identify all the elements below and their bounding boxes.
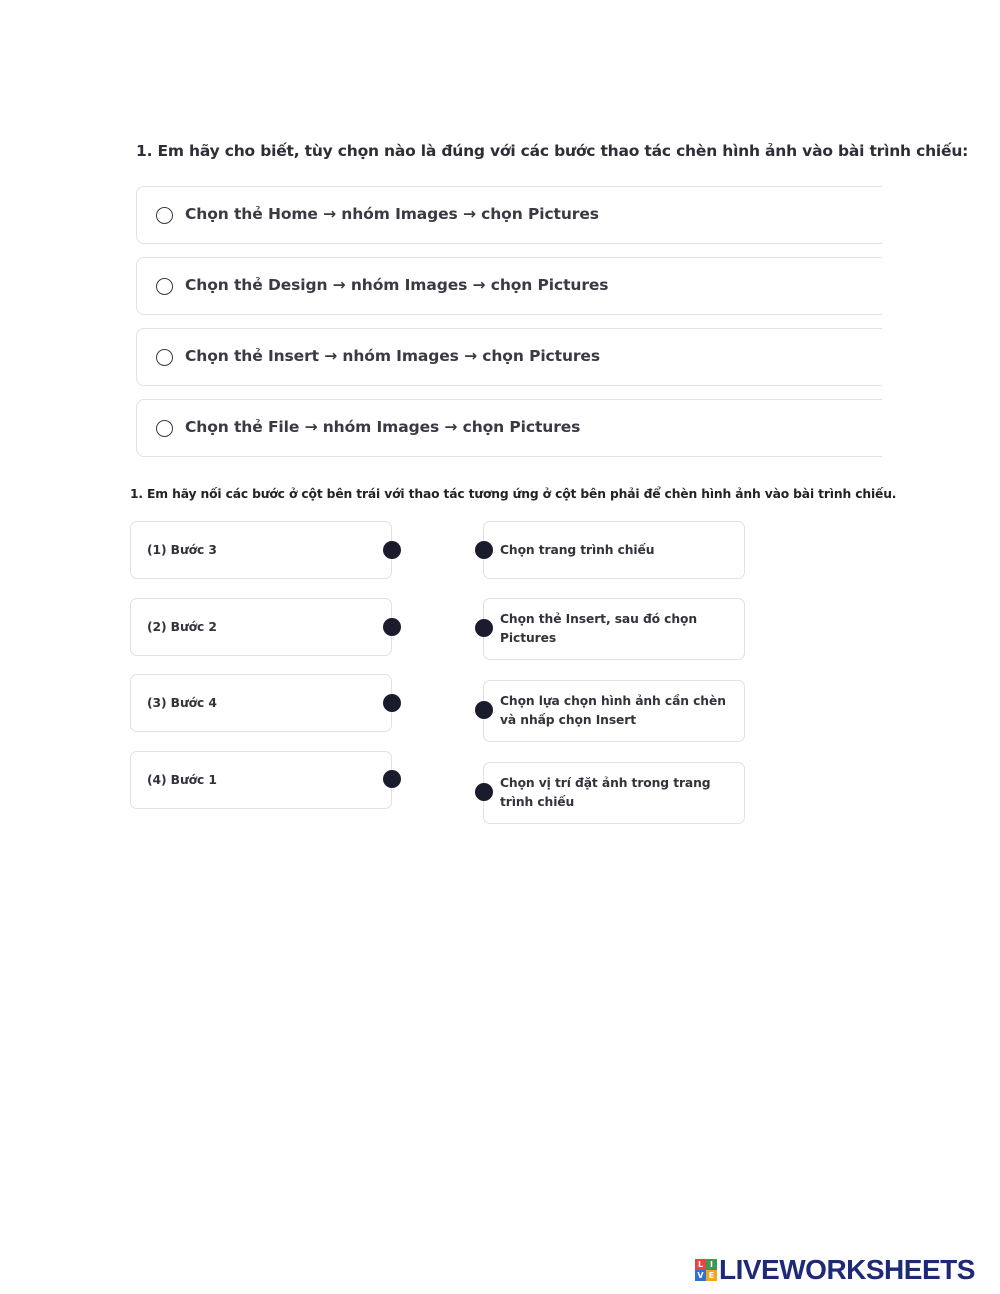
option-design[interactable] xyxy=(136,257,882,315)
question-2-title: 1. Em hãy nối các bước ở cột bên trái với thao tác tương ứng ở cột bên phải để chèn hình ảnh vào bài trình chiếu. xyxy=(130,487,897,501)
match-left-item[interactable] xyxy=(130,598,392,656)
option-home[interactable] xyxy=(136,186,882,244)
logo-mark-letter: I xyxy=(706,1259,717,1270)
match-left-label: (4) Bước 1 xyxy=(147,773,217,787)
match-left-item[interactable] xyxy=(130,521,392,579)
radio-button[interactable] xyxy=(156,278,173,295)
option-label: Chọn thẻ Design → nhóm Images → chọn Pictures xyxy=(185,276,609,294)
radio-button[interactable] xyxy=(156,207,173,224)
left-connector-dot[interactable] xyxy=(383,541,401,559)
match-left-label: (3) Bước 4 xyxy=(147,696,217,710)
right-connector-dot[interactable] xyxy=(475,783,493,801)
option-file[interactable] xyxy=(136,399,882,457)
liveworksheets-logo xyxy=(695,1255,975,1285)
option-label: Chọn thẻ Home → nhóm Images → chọn Pictures xyxy=(185,205,599,223)
match-right-label: Chọn lựa chọn hình ảnh cần chèn và nhấp chọn Insert xyxy=(500,694,726,727)
logo-mark-icon xyxy=(695,1259,717,1281)
logo-mark-letter: V xyxy=(695,1270,706,1281)
match-right-item[interactable] xyxy=(483,680,745,742)
match-right-item[interactable] xyxy=(483,598,745,660)
right-connector-dot[interactable] xyxy=(475,701,493,719)
question-1-options xyxy=(0,0,882,470)
option-label: Chọn thẻ Insert → nhóm Images → chọn Pictures xyxy=(185,347,600,365)
logo-mark-letter: L xyxy=(695,1259,706,1270)
question-1-title: 1. Em hãy cho biết, tùy chọn nào là đúng với các bước thao tác chèn hình ảnh vào bài trình chiếu: xyxy=(136,142,969,160)
match-right-label: Chọn vị trí đặt ảnh trong trang trình chiếu xyxy=(500,776,711,809)
radio-button[interactable] xyxy=(156,420,173,437)
left-connector-dot[interactable] xyxy=(383,618,401,636)
logo-text: LIVEWORKSHEETS xyxy=(719,1254,975,1285)
match-left-item[interactable] xyxy=(130,751,392,809)
left-connector-dot[interactable] xyxy=(383,770,401,788)
option-insert[interactable] xyxy=(136,328,882,386)
left-connector-dot[interactable] xyxy=(383,694,401,712)
match-left-label: (2) Bước 2 xyxy=(147,620,217,634)
match-right-item[interactable] xyxy=(483,762,745,824)
match-left-item[interactable] xyxy=(130,674,392,732)
match-right-label: Chọn thẻ Insert, sau đó chọn Pictures xyxy=(500,612,698,645)
right-connector-dot[interactable] xyxy=(475,619,493,637)
match-left-label: (1) Bước 3 xyxy=(147,543,217,557)
radio-button[interactable] xyxy=(156,349,173,366)
match-right-item[interactable] xyxy=(483,521,745,579)
logo-mark-letter: E xyxy=(706,1270,717,1281)
option-label: Chọn thẻ File → nhóm Images → chọn Pictures xyxy=(185,418,581,436)
right-connector-dot[interactable] xyxy=(475,541,493,559)
match-right-label: Chọn trang trình chiếu xyxy=(500,543,655,557)
